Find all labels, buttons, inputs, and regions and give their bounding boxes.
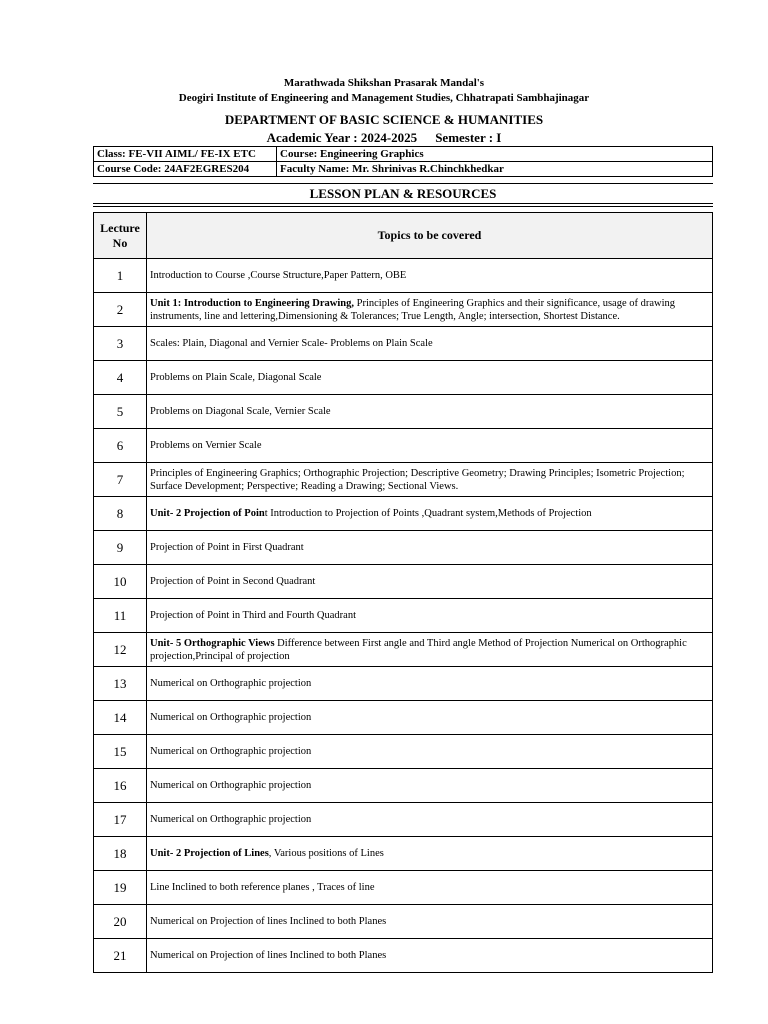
lecture-number: 7	[94, 463, 147, 497]
lecture-topic	[147, 905, 713, 939]
academic-year-line	[0, 130, 768, 146]
institute-name: Deogiri Institute of Engineering and Management Studies, Chhatrapati Sambhajinagar	[178, 92, 590, 104]
table-row	[94, 735, 713, 769]
table-row	[94, 361, 713, 395]
lecture-topic	[147, 769, 713, 803]
table-row	[94, 293, 713, 327]
table-row	[94, 259, 713, 293]
department-name: DEPARTMENT OF BASIC SCIENCE & HUMANITIES	[224, 112, 544, 127]
class-cell: Class: FE-VII AIML/ FE-IX ETC	[94, 147, 277, 162]
table-row	[94, 701, 713, 735]
topic-text: Difference between First angle and Third angle Method of Projection Numerical on Orthographic projection,Principal of projection	[150, 637, 687, 662]
table-row	[94, 905, 713, 939]
topic-text: Numerical on Orthographic projection	[150, 780, 312, 791]
lecture-topic	[147, 939, 713, 973]
lecture-topic	[147, 531, 713, 565]
lecture-topic	[147, 701, 713, 735]
table-row	[94, 463, 713, 497]
lecture-topic	[147, 633, 713, 667]
table-row	[94, 327, 713, 361]
topic-text: Introduction to Course ,Course Structure,Paper Pattern, OBE	[150, 270, 407, 281]
lecture-number: 4	[94, 361, 147, 395]
unit-heading: Unit 1: Introduction to Engineering Drawing,	[150, 297, 354, 309]
lecture-number: 19	[94, 871, 147, 905]
academic-year: Academic Year : 2024-2025	[266, 130, 418, 145]
unit-heading: Unit- 2 Projection of Lines	[150, 848, 269, 859]
table-header-row	[94, 213, 713, 259]
lesson-plan-body	[94, 259, 713, 973]
lecture-topic	[147, 565, 713, 599]
divider-line	[93, 206, 713, 207]
table-row	[94, 769, 713, 803]
table-row	[94, 871, 713, 905]
lecture-topic	[147, 361, 713, 395]
lecture-number: 12	[94, 633, 147, 667]
lecture-topic	[147, 871, 713, 905]
topic-text: Scales: Plain, Diagonal and Vernier Scale- Problems on Plain Scale	[150, 338, 433, 349]
topic-text: Numerical on Orthographic projection	[150, 746, 312, 757]
lecture-number: 17	[94, 803, 147, 837]
lecture-number: 3	[94, 327, 147, 361]
table-row	[94, 633, 713, 667]
topic-text: t Introduction to Projection of Points ,Quadrant system,Methods of Projection	[264, 508, 592, 519]
course-cell: Course: Engineering Graphics	[277, 147, 713, 162]
lecture-no-header: Lecture No	[94, 213, 147, 259]
lecture-number: 20	[94, 905, 147, 939]
lecture-topic	[147, 599, 713, 633]
topic-text: Principles of Engineering Graphics and their significance, usage of drawing instruments, line and lettering,Dimensioning & Tolerances; True Length, Angle; intersection, Shortest Distance.	[150, 297, 676, 322]
lecture-number: 6	[94, 429, 147, 463]
unit-heading: Unit- 5 Orthographic Views	[150, 637, 275, 649]
faculty-cell: Faculty Name: Mr. Shrinivas R.Chinchkhedkar	[277, 162, 713, 177]
topic-text: , Various positions of Lines	[268, 848, 384, 859]
topic-text: Numerical on Projection of lines Inclined to both Planes	[150, 916, 387, 927]
lecture-number: 14	[94, 701, 147, 735]
lecture-topic	[147, 259, 713, 293]
lecture-topic	[147, 837, 713, 871]
course-info-table	[93, 146, 713, 177]
topic-text: Numerical on Orthographic projection	[150, 678, 312, 689]
table-row	[94, 837, 713, 871]
lecture-topic	[147, 395, 713, 429]
topic-text: Projection of Point in Third and Fourth Quadrant	[150, 610, 356, 621]
table-row	[94, 565, 713, 599]
lecture-number: 11	[94, 599, 147, 633]
lecture-topic	[147, 327, 713, 361]
topic-text: Problems on Plain Scale, Diagonal Scale	[150, 372, 322, 383]
topic-text: Numerical on Orthographic projection	[150, 712, 312, 723]
lesson-plan-title: LESSON PLAN & RESOURCES	[309, 186, 497, 201]
lecture-number: 16	[94, 769, 147, 803]
lecture-topic	[147, 497, 713, 531]
lecture-number: 1	[94, 259, 147, 293]
divider-line	[93, 203, 713, 204]
table-row	[94, 395, 713, 429]
lecture-topic	[147, 803, 713, 837]
table-row	[94, 667, 713, 701]
topic-text: Problems on Vernier Scale	[150, 440, 262, 451]
topic-text: Numerical on Orthographic projection	[150, 814, 312, 825]
lecture-number: 9	[94, 531, 147, 565]
table-row	[94, 497, 713, 531]
lecture-number: 18	[94, 837, 147, 871]
table-row	[94, 531, 713, 565]
lecture-number: 8	[94, 497, 147, 531]
lecture-topic	[147, 667, 713, 701]
lecture-topic	[147, 463, 713, 497]
semester: Semester : I	[435, 130, 502, 145]
topics-header: Topics to be covered	[147, 213, 713, 259]
lecture-number: 13	[94, 667, 147, 701]
topic-text: Line Inclined to both reference planes , Traces of line	[150, 882, 375, 893]
lecture-number: 21	[94, 939, 147, 973]
lecture-topic	[147, 293, 713, 327]
lecture-number: 15	[94, 735, 147, 769]
table-row	[94, 939, 713, 973]
lecture-number: 10	[94, 565, 147, 599]
society-name: Marathwada Shikshan Prasarak Mandal's	[283, 77, 485, 89]
unit-heading: Unit- 2 Projection of Poin	[150, 508, 265, 519]
course-code-cell: Course Code: 24AF2EGRES204	[94, 162, 277, 177]
lecture-number: 2	[94, 293, 147, 327]
table-row	[94, 599, 713, 633]
topic-text: Problems on Diagonal Scale, Vernier Scale	[150, 406, 331, 417]
lecture-number: 5	[94, 395, 147, 429]
topic-text: Projection of Point in Second Quadrant	[150, 576, 316, 587]
topic-text: Numerical on Projection of lines Inclined to both Planes	[150, 950, 387, 961]
lesson-plan-table	[93, 212, 713, 973]
divider-line	[93, 183, 713, 184]
topic-text: Projection of Point in First Quadrant	[150, 542, 304, 553]
lecture-topic	[147, 735, 713, 769]
table-row	[94, 803, 713, 837]
table-row	[94, 429, 713, 463]
lecture-topic	[147, 429, 713, 463]
topic-text: Principles of Engineering Graphics; Orthographic Projection; Descriptive Geometry; Drawing Principles; Isometric Projection; Surface Development; Perspective; Reading a Drawing; Sectional Views.	[150, 467, 685, 492]
